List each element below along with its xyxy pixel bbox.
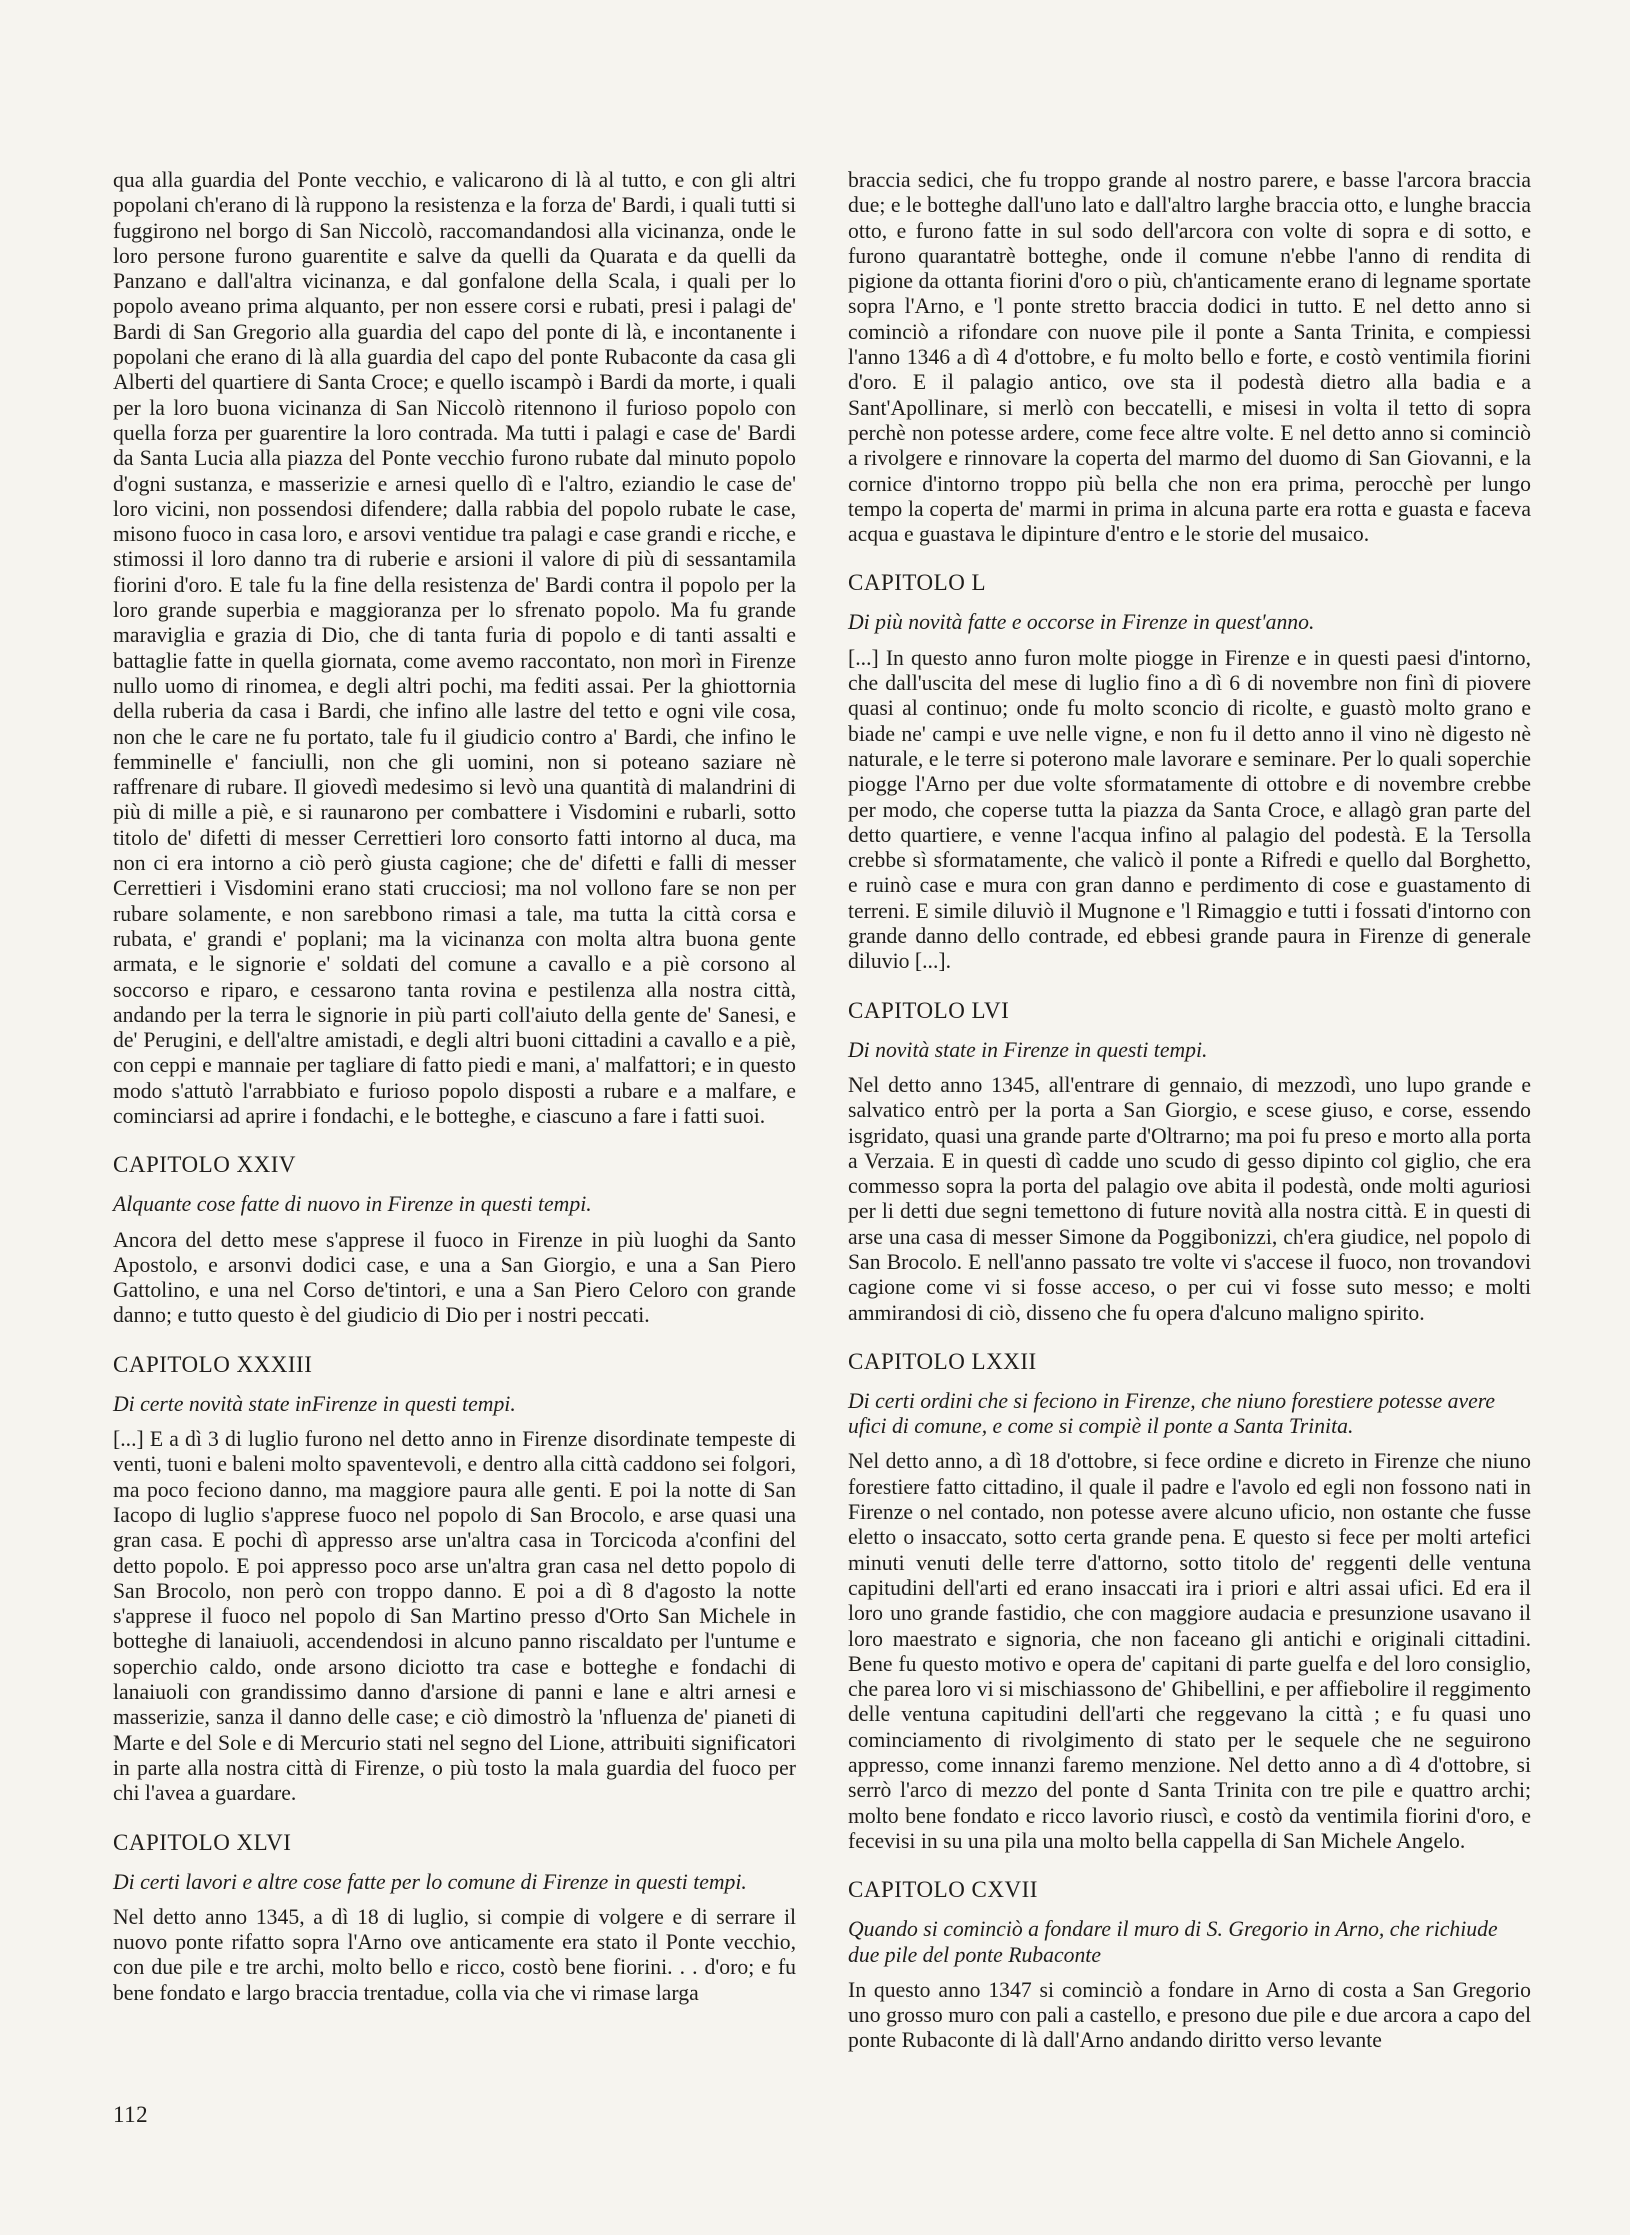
chapter-heading: CAPITOLO LXXII — [848, 1348, 1037, 1374]
paragraph: Nel detto anno 1345, all'entrare di gennaio, di mezzodì, uno lupo grande e salvatico entrò per la porta a San Giorgio, e scese giuso, e corse, essendo isgridato, quasi una grande parte d'Oltrarno; ma poi fu preso e morto alla porta a Verzaia. E in questi dì cadde uno scudo di gesso dipinto col giglio, che era commesso sopra la porta del palagio ove abita il podestà, onde molti aguriosi per li detti due segni temettono di future novità alla nostra città. E in questi di arse una casa di messer Simone da Poggibonizzi, ch'era giudice, nel popolo di San Brocolo. E nell'anno passato tre volte vi s'accese il fuoco, non trovandovi cagione come vi si fosse acceso, o per cui vi fosse suto messo; e molti ammirandosi di ciò, disseno che fu opera d'alcuno maligno spirito. — [848, 1072, 1531, 1325]
chapter-heading: CAPITOLO LVI — [848, 997, 1010, 1023]
chapter-subtitle: Quando si cominciò a fondare il muro di S. Gregorio in Arno, che richiude due pile del ponte Rubaconte — [848, 1917, 1498, 1967]
chapter-heading: CAPITOLO XXXIII — [113, 1351, 313, 1377]
paragraph: Ancora del detto mese s'apprese il fuoco in Firenze in più luoghi da Santo Apostolo, e arsonvi dodici case, e una a San Giorgio, e una a San Piero Gattolino, e una nel Corso de'tintori, e una a San Piero Celoro con grande danno; e tutto questo è del giudicio di Dio per i nostri peccati. — [113, 1227, 796, 1328]
chapter-subtitle: Di certi ordini che si feciono in Firenze, che niuno forestiere potesse avere ufici di comune, e come si compiè il ponte a Santa Trinita. — [848, 1388, 1496, 1439]
paragraph: qua alla guardia del Ponte vecchio, e valicarono di là al tutto, e con gli altri popolani ch'erano di là rupponо la resistenza e la forza de' Bardi, i quali tutti si fuggirono nel borgo di San Niccolò, raccomandandosi alla vicinanza, onde le loro persone furono guarentite e salve da quelli da Quarata e da quelli da Panzano e dall'altra vicinanza, e dal gonfalone della Scala, i quali per lo popolo aveano prima alquanto, per non essere corsi e rubati, presi i palagi de' Bardi di San Gregorio alla guardia del capo del ponte di là, e incontanente i popolani che erano di là alla guardia del capo del ponte Rubaconte da casa gli Alberti del quartiere di Santa Croce; e quello iscampò i Bardi da morte, i quali per la loro buona vicinanza di San Niccolò ritennono il furioso popolo con quella forza per guarentire la loro contrada. Ma tutti i palagi e case de' Bardi da Santa Lucia alla piazza del Ponte vecchio furono rubate dal minuto popolo d'ogni sustanza, e masserizie e arnesi quello dì e l'altro, eziandio le case de' loro vicini, non possendosi difendere; dalla rabbia del popolo rubate le case, misono fuoco in casa loro, e arsovi ventidue tra palagi e case grandi e ricche, e stimossi il loro danno tra di ruberie e arsioni il valore di più di sessantamila fiorini d'oro. E tale fu la fine della resistenza de' Bardi contra il popolo per la loro grande superbia e maggioranza per lo sfrenato popolo. Ma fu grande maraviglia e grazia di Dio, che di tanta furia di popolo e di tanti assalti e battaglie fatte in quella giornata, come avemo raccontato, non morì in Firenze nullo uomo di rinomea, e degli altri pochi, ma fediti assai. Per la ghiottornia della ruberia da casa i Bardi, che infino alle lastre del tetto e ogni vile cosa, non che le care ne fu portato, tale fu il giudicio contro a' Bardi, che infino le femminelle e' fanciulli, non che gli uomini, non si poteano saziare nè raffrenare di rubare. Il giovedì medesimo si levò una quantità di malandrini di più di mille a piè, e si raunarono per combattere i Visdomini e rubarli, sotto titolo de' difetti di messer Cerrettieri loro consorto fatti intorno al duca, ma non ci era intorno a ciò però giusta cagione; che de' difetti e falli di messer Cerrettieri i Visdomini erano stati crucciosi; ma nol vollono fare se non per rubare solamente, e non sarebbono rimasi a tale, ma tutta la città corsa e rubata, e' grandi e' poplani; ma la vicinanza con molta altra buona gente armata, e le signorie e' soldati del comune a cavallo e a piè corsono al soccorso e riparo, e cessarono tanta rovina e pestilenza alla nostra città, andando per la terra le signorie in più parti coll'aiuto della gente de' Sanesi, e de' Perugini, e dell'altre amistadi, e degli altri buoni cittadini a cavallo e a piè, con ceppi e mannaie per tagliare di fatto piedi e mani, a' malfattori; e in questo modo s'attutò l'arrabbiato e furioso popolo disposti a rubare e a malfare, e cominciarsi ad aprire i fondachi, e le botteghe, e ciascuno a fare i fatti suoi. — [113, 168, 796, 1128]
chapter-subtitle: Di più novità fatte e occorse in Firenze in quest'anno. — [848, 610, 1315, 635]
chapter-heading: CAPITOLO XXIV — [113, 1152, 297, 1178]
paragraph: [...] E a dì 3 di luglio furono nel detto anno in Firenze disordinate tempeste di venti, tuoni e baleni molto spaventevoli, e dentro alla città caddono sei folgori, ma poco feciono danno, ma maggiore paura alle genti. E poi la notte di San Iacopo di luglio s'apprese fuoco nel popolo di San Brocolo, e arse quasi una gran casa. E pochi dì appresso arse un'altra casa in Torcicoda a'confini del detto popolo. E poi appresso poco arse un'altra gran casa nel detto popolo di San Brocolo, non però con troppo danno. E poi a dì 8 d'agosto la notte s'apprese il fuoco nel popolo di San Martino presso d'Orto San Michele in botteghe di lanaiuoli, accendendosi in alcuno panno riscaldato per l'untume e soperchio caldo, onde arsono diciotto tra case e botteghe e fondachi di lanaiuoli con grandissimo danno d'arsione di panni e lane e altri arnesi e masserizie, sanza il danno delle case; e ciò dimostrò la 'nfluenza de' pianeti di Marte e del Sole e di Mercurio stati nel segno del Lione, attribuiti significatori in parte alla nostra città di Firenze, o più tosto la mala guardia del fuoco per chi l'avea a guardare. — [113, 1427, 796, 1806]
chapter-subtitle: Di certe novità state inFirenze in questi tempi. — [113, 1391, 516, 1416]
paragraph: [...] In questo anno furon molte piogge in Firenze e in questi paesi d'intorno, che dall'uscita del mese di luglio fino a dì 6 di novembre non finì di piovere quasi al continuo; onde fu molto sconcio di ricolte, e guastò molto grano e biade ne' campi e uve nelle vigne, e non fu il detto anno il vino nè digesto nè naturale, e le terre si poterono male lavorare e seminare. Per lo quali soperchie piogge l'Arno per due volte sformatamente di ottobre e di novembre crebbe per modo, che coperse tutta la piazza da Santa Croce, e allagò gran parte del detto quartiere, e venne l'acqua infino al palagio del podestà. E la Tersolla crebbe sì sformatamente, che valicò il ponte a Rifredi e quello dal Borghetto, e ruinò case e mura con gran danno e perdimento di cose e guastamento di terreni. E simile diluviò il Mugnone e 'l Rimaggio e tutti i fossati d'intorno con grande danno dello contrade, ed ebbesi grande paura in Firenze di generale diluvio [...]. — [848, 645, 1531, 974]
paragraph: braccia sedici, che fu troppo grande al nostro parere, e basse l'arcora braccia due; e le botteghe dall'uno lato e dall'altro larghe braccia otto, e lunghe braccia otto, e furono fatte in sul sodo dell'arcora con volte di sopra e di sotto, e furono quarantatrè botteghe, onde il comune n'ebbe l'anno di rendita di pigione da ottanta fiorini d'oro o più, ch'anticamente erano di legname sportate sopra l'Arno, e 'l ponte stretto braccia dodici in tutto. E nel detto anno si cominciò a rifondare con nuove pile il ponte a Santa Trinita, e compiessi l'anno 1346 a dì 4 d'ottobre, e fu molto bello e forte, e costò ventimila fiorini d'oro. E il palagio antico, ove sta il podestà dietro alla badia e a Sant'Apollinare, si merlò con beccatelli, e misesi in volta il tetto di sopra perchè non potesse ardere, come fece altre volte. E nel detto anno si cominciò a rivolgere e rinnovare la coperta del marmo del duomo di San Giovanni, e la cornice d'intorno troppo più bella che non era prima, perocchè per lungo tempo la coperta de' marmi in prima in alcuna parte era rotta e guasta e faceva acqua e guastava le dipinture d'entro e le storie del musaico. — [848, 168, 1531, 547]
page-number: 112 — [113, 2102, 149, 2127]
chapter-subtitle: Di certi lavori e altre cose fatte per lo comune di Firenze in questi tempi. — [113, 1869, 747, 1894]
chapter-subtitle: Di novità state in Firenze in questi tempi. — [848, 1037, 1208, 1062]
chapter-heading: CAPITOLO L — [848, 570, 987, 596]
chapter-heading: CAPITOLO XLVI — [113, 1829, 292, 1855]
right-column — [848, 168, 1531, 2064]
chapter-heading: CAPITOLO CXVII — [848, 1877, 1038, 1903]
paragraph: In questo anno 1347 si cominciò a fondare in Arno di costa a San Gregorio uno grosso muro con pali a castello, e presono due pile e due arcora a capo del ponte Rubaconte di là dall'Arno andando diritto verso levante — [848, 1977, 1531, 2053]
paragraph: Nel detto anno, a dì 18 d'ottobre, si fece ordine e dicreto in Firenze che niuno forestiere fatto cittadino, il quale il padre e l'avolo ed egli non fossono nati in Firenze o nel contado, non potesse avere alcuno uficio, non ostante che fusse eletto o insaccato, sotto certa grande pena. E questo si fece per molti artefici minuti venuti delle terre d'attorno, sotto titolo de' reggenti delle ventuna capitudini dell'arti ed erano insaccati ira i priori e altri assai ufici. Ed era il loro uno grande fastidio, che con maggiore audacia e presunzione usavano il loro maestrato e signoria, che non faceano gli antichi e originali cittadini. Bene fu questo motivo e opera de' capitani di parte guelfa e del loro consiglio, che parea loro vi si mischiassono de' Ghibellini, e per affiebolire il reggimento delle ventuna capitudini dell'arti che reggevano la città ; e fu quasi uno cominciamento di rivolgimento di stato per le sequele che ne seguirono appresso, come innanzi faremo menzione. Nel detto anno a dì 4 d'ottobre, si serrò l'arco di mezzo del ponte d Santa Trinita con tre pile e quattro archi; molto bene fondato e ricco lavorio riuscì, e costò da ventimila fiorini d'oro, e fecevisi in su una pila una molto bella cappella di San Michele Angelo. — [848, 1449, 1531, 1853]
paragraph: Nel detto anno 1345, a dì 18 di luglio, si compie di volgere e di serrare il nuovo ponte rifatto sopra l'Arno ove anticamente era stato il Ponte vecchio, con due pile e tre archi, molto bello e ricco, costò bene fiorini. . . d'oro; e fu bene fondato e largo braccia trentadue, colla via che vi rimase larga — [113, 1904, 796, 2005]
chapter-subtitle: Alquante cose fatte di nuovo in Firenze in questi tempi. — [113, 1192, 592, 1217]
left-column — [113, 168, 796, 2016]
